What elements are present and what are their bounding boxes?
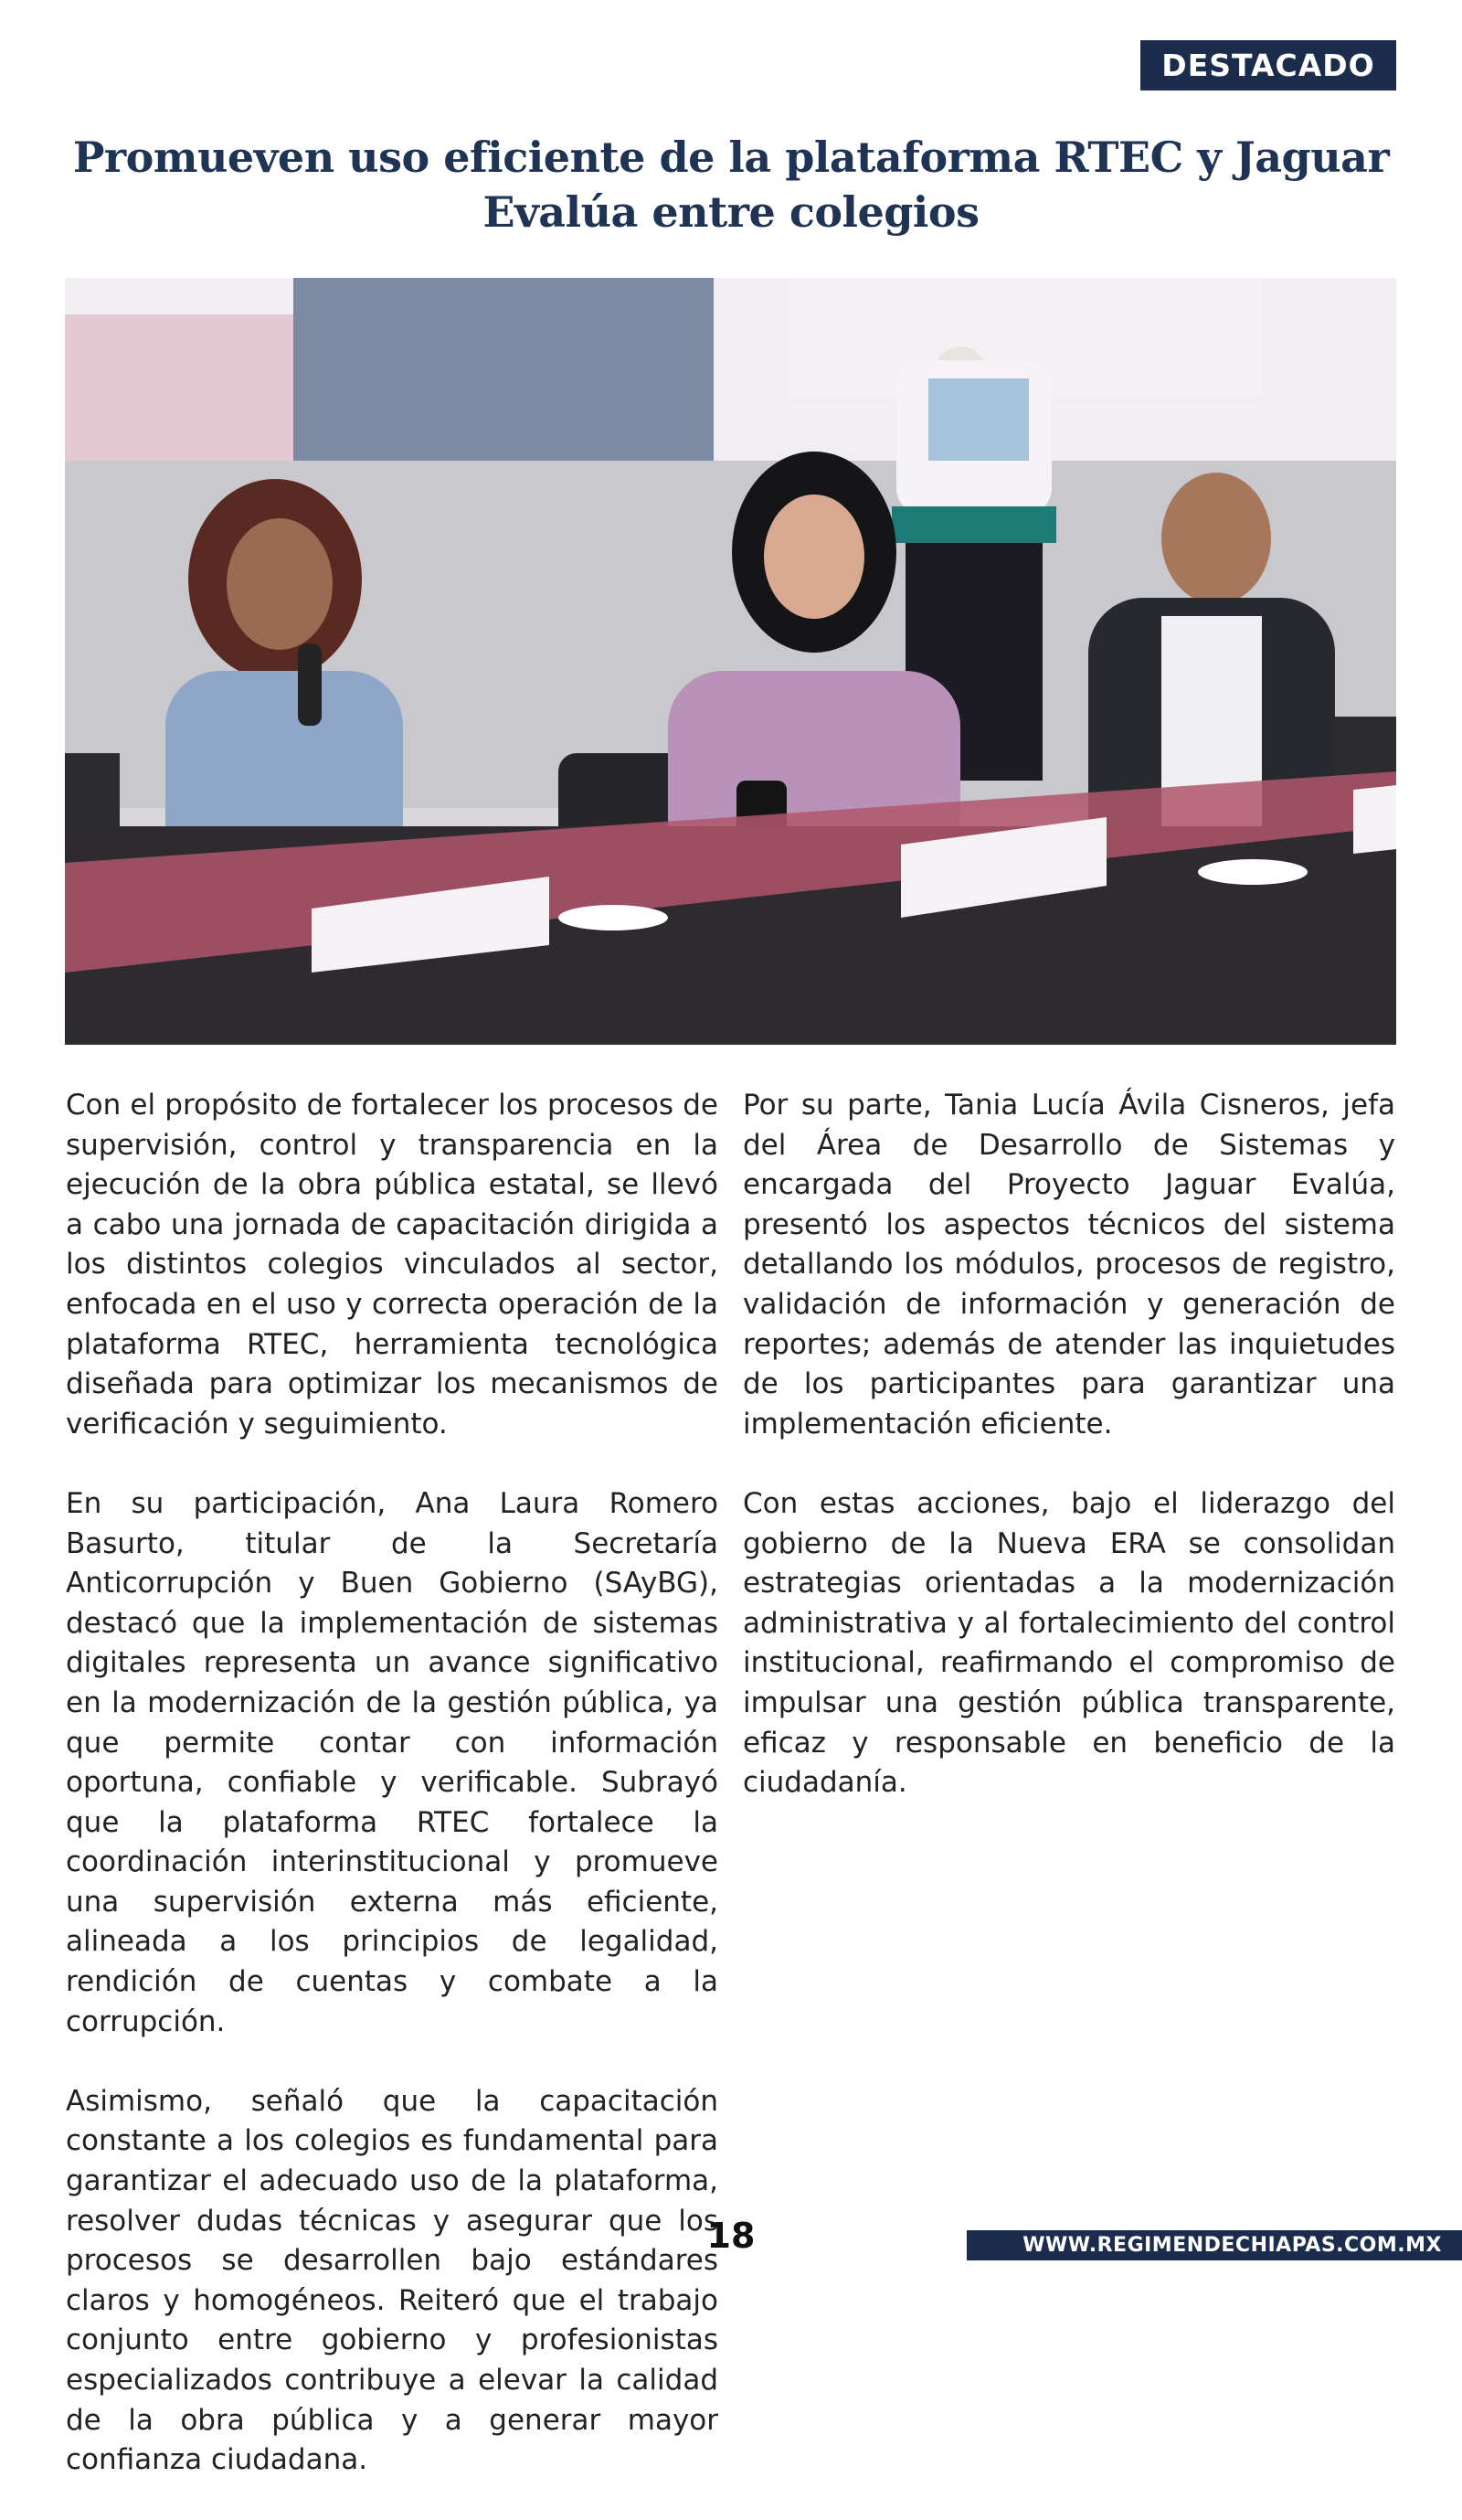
photo-illustration — [65, 278, 1396, 1045]
article-paragraph: En su participación, Ana Laura Romero Basurto, titular de la Secretaría Anticorrupción y Buen Gobierno (SAyBG), destacó que la implementación de sistemas digitales representa un avance significativo en la modernización de la gestión pública, ya que permite contar con información oportuna, confiable y verificable. Subrayó que la plataforma RTEC fortalece la coordinación interinstitucional y promueve una supervisión externa más eficiente, alineada a los principios de legalidad, rendición de cuentas y combate a la corrupción. — [66, 1486, 718, 2038]
article-column-right — [743, 1086, 1395, 1843]
article-paragraph: Con el propósito de fortalecer los procesos de supervisión, control y transparencia en la ejecución de la obra pública estatal, se llevó a cabo una jornada de capacitación dirigida a los distintos colegios vinculados al sector, enfocada en el uso y correcta operación de la plataforma RTEC, herramienta tecnológica diseñada para optimizar los mecanismos de verificación y seguimiento. — [66, 1089, 718, 1441]
website-link[interactable] — [967, 2230, 1462, 2260]
article-photo — [65, 278, 1396, 1045]
article-paragraph: Por su parte, Tania Lucía Ávila Cisneros, jefa del Área de Desarrollo de Sistemas y encargada del Proyecto Jaguar Evalúa, presentó los aspectos técnicos del sistema detallando los módulos, procesos de registro, validación de información y generación de reportes; además de atender las inquietudes de los participantes para garantizar una implementación eficiente. — [743, 1089, 1395, 1441]
article-column-left — [66, 1086, 718, 2520]
article-title: Promueven uso eficiente de la plataforma RTEC y Jaguar Evalúa entre colegios — [72, 133, 1390, 237]
section-label: DESTACADO — [1140, 40, 1396, 90]
article-paragraph: Con estas acciones, bajo el liderazgo del gobierno de la Nueva ERA se consolidan estrategias orientadas a la modernización administrativa y al fortalecimiento del control institucional, reafirmando el compromiso de impulsar una gestión pública transparente, eficaz y responsable en beneficio de la ciudadanía. — [743, 1486, 1395, 1800]
article-paragraph: Asimismo, señaló que la capacitación constante a los colegios es fundamental para garantizar el adecuado uso de la plataforma, resolver dudas técnicas y asegurar que los procesos se desarrollen bajo estándares claros y homogéneos. Reiteró que el trabajo conjunto entre gobierno y profesionistas especializados contribuye a elevar la calidad de la obra pública y a generar mayor confianza ciudadana. — [66, 2084, 718, 2477]
website-url: WWW.REGIMENDECHIAPAS.COM.MX — [1022, 2234, 1442, 2257]
page-number: 18 — [706, 2216, 756, 2256]
